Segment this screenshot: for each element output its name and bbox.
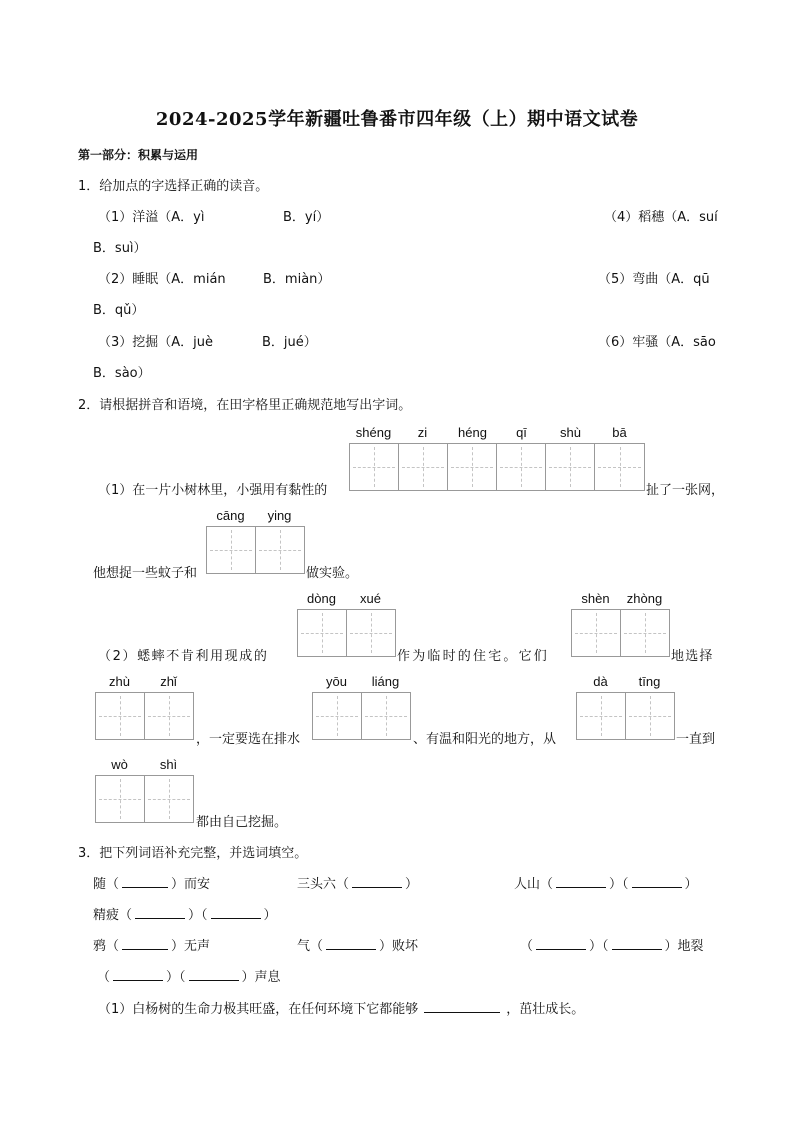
q1-item: （4）稻穗（A．suí <box>604 210 718 225</box>
tianzige-grid-shengziheng[interactable] <box>349 443 645 491</box>
fill-blank[interactable] <box>612 937 662 950</box>
pinyin-label: shù <box>560 425 581 440</box>
fill-blank[interactable] <box>122 875 168 888</box>
q1-item: （6）牢骚（A．sāo <box>598 335 716 350</box>
pinyin-label: yōu <box>326 674 347 689</box>
fill-blank[interactable] <box>556 875 606 888</box>
q1-item-option-b: B．sào） <box>93 366 151 381</box>
tianzige-grid-youliang[interactable] <box>312 692 411 740</box>
q1-item-option-b: B．jué） <box>262 335 317 350</box>
pinyin-label: qī <box>516 425 527 440</box>
pinyin-label: ying <box>267 508 292 523</box>
q2-sentence-text: 做实验。 <box>306 566 359 581</box>
q2-sentence-text: 作为临时的住宅。它们 <box>397 649 550 664</box>
q3-idiom: 三头六（ ） <box>297 877 419 892</box>
pinyin-label: zhǐ <box>160 674 177 689</box>
tianzige-grid-dating[interactable] <box>576 692 675 740</box>
q2-sentence-text: 一直到 <box>676 732 716 747</box>
pinyin-label: shì <box>159 757 178 772</box>
q3-stem: 3．把下列词语补充完整，并选词填空。 <box>78 846 308 861</box>
pinyin-label: cāng <box>216 508 245 523</box>
pinyin-label: xué <box>360 591 381 606</box>
pinyin-label: shéng <box>355 425 392 440</box>
q3-idiom: （ ）（ ）声息 <box>97 970 281 985</box>
pinyin-label: zhù <box>109 674 130 689</box>
fill-blank[interactable] <box>135 906 185 919</box>
q1-item-option-b: B．miàn） <box>263 272 331 287</box>
q2-sentence-text: 他想捉一些蚊子和 <box>93 566 198 581</box>
q1-item-option-b: B．suì） <box>93 241 147 256</box>
pinyin-label: shèn <box>581 591 610 606</box>
q1-stem: 1．给加点的字选择正确的读音。 <box>78 179 269 194</box>
pinyin-label: dòng <box>307 591 336 606</box>
fill-blank[interactable] <box>536 937 586 950</box>
tianzige-grid-woshi[interactable] <box>95 775 194 823</box>
q3-idiom: 精疲（ ）（ ） <box>93 908 277 923</box>
q1-item: （1）洋溢（A．yì <box>98 210 205 225</box>
tianzige-grid-dongxue[interactable] <box>297 609 396 657</box>
fill-blank[interactable] <box>211 906 261 919</box>
q1-item: （2）睡眠（A．mián <box>98 272 226 287</box>
fill-blank[interactable] <box>632 875 682 888</box>
tianzige-grid-cangying[interactable] <box>206 526 305 574</box>
pinyin-label: liáng <box>371 674 400 689</box>
q3-sentence: （1）白杨树的生命力极其旺盛，在任何环境下它都能够 ，茁壮成长。 <box>98 1002 585 1017</box>
q2-sentence-text: 扯了一张网， <box>646 483 725 498</box>
q3-idiom: 气（ ）败坏 <box>297 939 419 954</box>
pinyin-label: zi <box>417 425 428 440</box>
fill-blank[interactable] <box>113 968 163 981</box>
fill-blank[interactable] <box>326 937 376 950</box>
q3-idiom: 随（ ）而安 <box>93 877 211 892</box>
q1-item-option-b: B．qǔ） <box>93 303 145 318</box>
fill-blank[interactable] <box>122 937 168 950</box>
q3-idiom: （ ）（ ）地裂 <box>520 939 704 954</box>
q2-sentence-text: ，一定要选在排水 <box>196 732 301 747</box>
q2-sentence-text: 、有温和阳光的地方，从 <box>413 732 557 747</box>
tianzige-grid-zhuzhi[interactable] <box>95 692 194 740</box>
q1-item-option-b: B．yí） <box>283 210 330 225</box>
q1-item: （5）弯曲（A．qū <box>598 272 710 287</box>
pinyin-label: wò <box>111 757 128 772</box>
q3-idiom: 鸦（ ）无声 <box>93 939 211 954</box>
pinyin-label: héng <box>458 425 487 440</box>
tianzige-grid-shenzhong[interactable] <box>571 609 670 657</box>
q3-idiom: 人山（ ）（ ） <box>514 877 698 892</box>
q2-sentence-text: 都由自己挖掘。 <box>196 815 288 830</box>
pinyin-label: bā <box>612 425 627 440</box>
fill-blank[interactable] <box>352 875 402 888</box>
q2-stem: 2．请根据拼音和语境，在田字格里正确规范地写出字词。 <box>78 398 412 413</box>
fill-blank[interactable] <box>189 968 239 981</box>
page-title: 2024-2025学年新疆吐鲁番市四年级（上）期中语文试卷 <box>155 109 639 130</box>
q1-item: （3）挖掘（A．juè <box>98 335 214 350</box>
pinyin-label: zhòng <box>626 591 663 606</box>
fill-blank[interactable] <box>424 1000 500 1013</box>
q2-sentence-text: 地选择 <box>671 649 714 664</box>
q2-sentence-text: （1）在一片小树林里，小强用有黏性的 <box>98 483 328 498</box>
section-heading: 第一部分：积累与运用 <box>78 148 199 162</box>
q2-sentence-text: （2）蟋蟀不肯利用现成的 <box>98 649 269 664</box>
pinyin-label: tīng <box>638 674 661 689</box>
pinyin-label: dà <box>593 674 608 689</box>
